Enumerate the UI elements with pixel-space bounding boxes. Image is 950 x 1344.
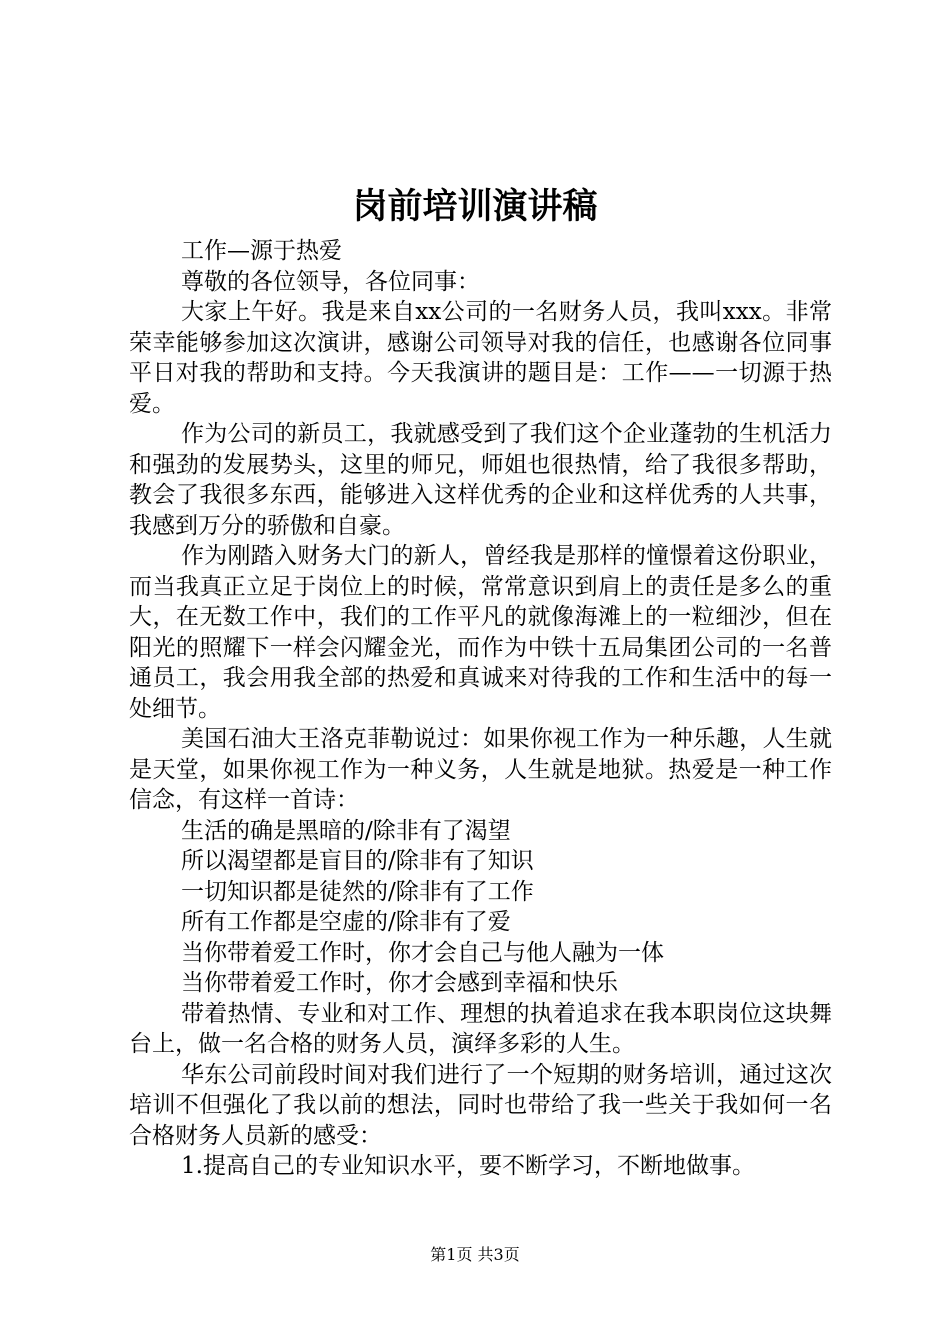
- poem-line: 所以渴望都是盲目的/除非有了知识: [181, 848, 534, 874]
- list-item-1: 1.提高自己的专业知识水平，要不断学习，不断地做事。: [181, 1153, 755, 1179]
- paragraph-passion: 带着热情、专业和对工作、理想的执着追求在我本职岗位这块舞台上，做一名合格的财务人员，演绎多彩的人生。: [129, 1000, 832, 1057]
- paragraph-training: 华东公司前段时间对我们进行了一个短期的财务培训，通过这次培训不但强化了我以前的想法，同时也带给了我一些关于我如何一名合格财务人员新的感受：: [129, 1061, 832, 1149]
- document-title: 岗前培训演讲稿: [352, 186, 598, 227]
- subtitle-line: 工作—源于热爱: [181, 238, 342, 264]
- paragraph-new-employee: 作为公司的新员工，我就感受到了我们这个企业蓬勃的生机活力和强劲的发展势头，这里的师兄，师姐也很热情，给了我很多帮助，教会了我很多东西，能够进入这样优秀的企业和这样优秀的人共事，我感到万分的骄傲和自豪。: [129, 421, 832, 539]
- poem-line: 所有工作都是空虚的/除非有了爱: [181, 909, 511, 935]
- poem-line: 当你带着爱工作时，你才会自己与他人融为一体: [181, 939, 664, 966]
- paragraph-greeting: 大家上午好。我是来自xx公司的一名财务人员，我叫xxx。非常荣幸能够参加这次演讲，感谢公司领导对我的信任，也感谢各位同事平日对我的帮助和支持。今天我演讲的题目是：工作——一切源于热爱。: [129, 299, 832, 417]
- poem-line: 当你带着爱工作时，你才会感到幸福和快乐: [181, 970, 618, 996]
- poem-line: 生活的确是黑暗的/除非有了渴望: [181, 817, 511, 844]
- salutation-line: 尊敬的各位领导，各位同事：: [181, 268, 480, 295]
- document-body: [129, 236, 832, 1182]
- paragraph-rockefeller-quote: 美国石油大王洛克菲勒说过：如果你视工作为一种乐趣，人生就是天堂，如果你视工作为一种义务，人生就是地狱。热爱是一种工作信念，有这样一首诗：: [129, 726, 832, 813]
- page-number-footer: 第1页 共3页: [430, 1245, 520, 1264]
- poem-line: 一切知识都是徒然的/除非有了工作: [181, 878, 534, 905]
- paragraph-finance-newcomer: 作为刚踏入财务大门的新人，曾经我是那样的憧憬着这份职业，而当我真正立足于岗位上的时候，常常意识到肩上的责任是多么的重大，在无数工作中，我们的工作平凡的就像海滩上的一粒细沙，但在阳光的照耀下一样会闪耀金光，而作为中铁十五局集团公司的一名普通员工，我会用我全部的热爱和真诚来对待我的工作和生活中的每一处细节。: [129, 543, 832, 722]
